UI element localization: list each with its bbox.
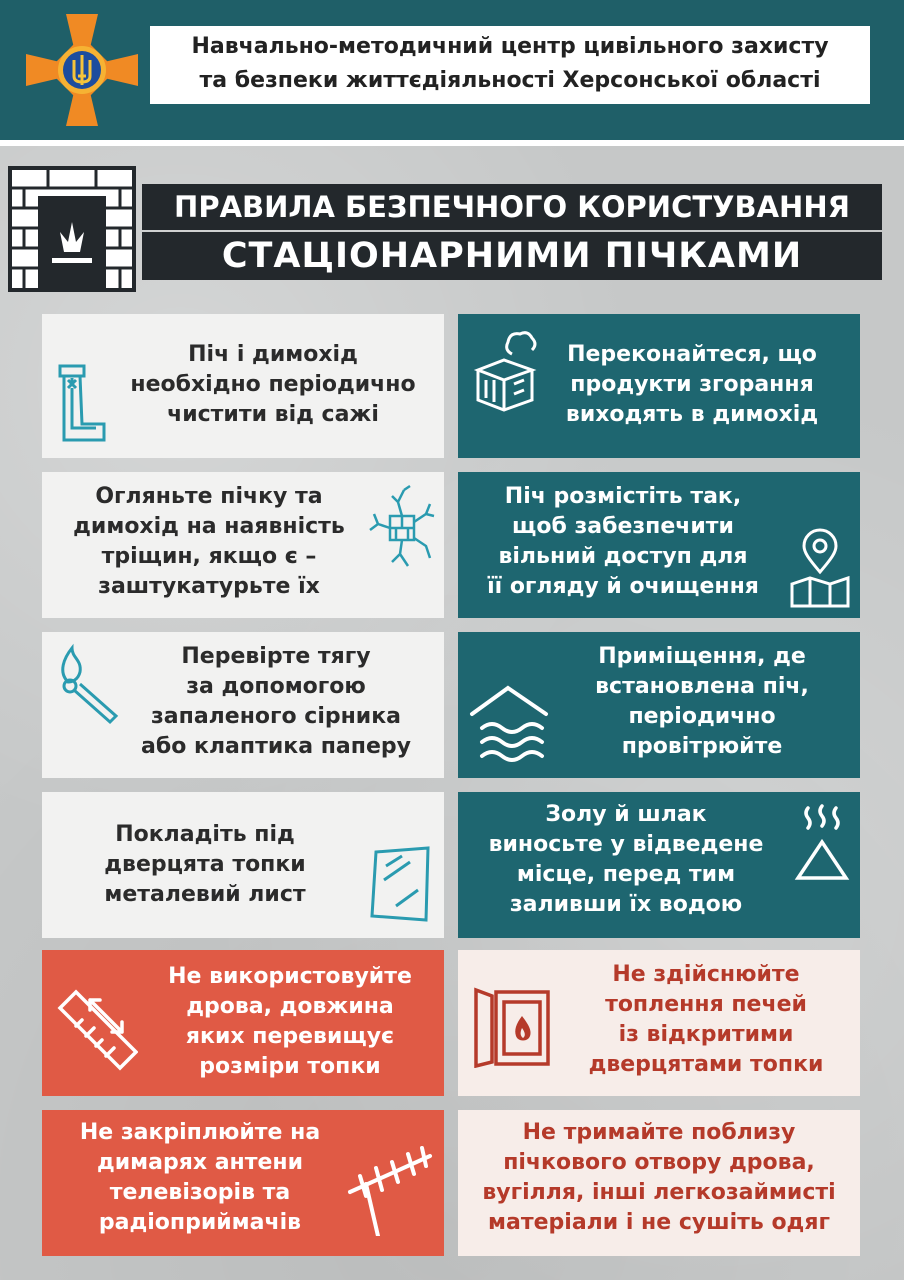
rule-text-line: встановлена піч, [595, 674, 809, 699]
rule-text-line: Не тримайте поблизу [522, 1120, 796, 1145]
rule-card [42, 472, 444, 618]
rule-text-line: Золу й шлак [545, 802, 707, 827]
rule-card [42, 1110, 444, 1256]
ash-pile-icon [792, 802, 852, 884]
fireplace-icon [8, 166, 136, 292]
rule-card [42, 314, 444, 458]
rule-card [458, 950, 860, 1096]
rule-text-line: Піч розмістіть так, [504, 484, 742, 509]
rule-text-line: топлення печей [605, 992, 807, 1017]
poster-title-line1: ПРАВИЛА БЕЗПЕЧНОГО КОРИСТУВАННЯ [142, 184, 882, 230]
rule-text-line: дрова, довжина [186, 994, 394, 1019]
rule-text-line: Покладіть під [115, 822, 295, 847]
rule-text-line: димарях антени [96, 1150, 304, 1175]
rule-text-line: із відкритими [618, 1022, 794, 1047]
measure-ruler-icon [56, 986, 138, 1072]
smoke-box-icon [468, 324, 540, 416]
rule-text-line: Не закріплюйте на [79, 1120, 321, 1145]
rule-card [42, 792, 444, 938]
rule-text-line: Огляньте пічку та [95, 484, 323, 509]
rule-text-line: телевізорів та [109, 1180, 291, 1205]
header-divider [0, 140, 904, 146]
rule-text-line: необхідно періодично [130, 372, 416, 397]
rule-text-line: дверцята топки [104, 852, 306, 877]
rule-text-line: Не здійснюйте [612, 962, 800, 987]
rule-text-line: за допомогою [186, 674, 366, 699]
rule-card [42, 632, 444, 778]
cracked-brick-icon [364, 482, 440, 574]
civil-protection-emblem-icon [22, 10, 142, 130]
rule-text-line: Приміщення, де [598, 644, 806, 669]
rule-text-line: вугілля, інші легкозаймисті [482, 1180, 836, 1205]
rule-card [458, 792, 860, 938]
rule-text-line: матеріали і не сушіть одяг [488, 1210, 830, 1235]
rule-card [458, 632, 860, 778]
rule-text-line: яких перевищує [185, 1024, 395, 1049]
rule-text-line: чистити від сажі [167, 402, 379, 427]
rule-text-line: періодично [628, 704, 776, 729]
rule-card [42, 950, 444, 1096]
rule-text-line: заливши їх водою [509, 892, 743, 917]
rule-text-line: виносьте у відведене [488, 832, 764, 857]
rule-text-line: або клаптика паперу [141, 734, 411, 759]
rule-text-line: заштукатурьте їх [98, 574, 320, 599]
rule-text-line: металевий лист [104, 882, 306, 907]
rule-text-line: Піч і димохід [188, 342, 358, 367]
burning-match-icon [50, 642, 122, 726]
rule-text-line: місце, перед тим [516, 862, 736, 887]
rule-text-line: провітрюйте [621, 734, 783, 759]
rule-text-line: пічкового отвору дрова, [503, 1150, 815, 1175]
rule-text-line: її огляду й очищення [487, 574, 759, 599]
rule-card [458, 1110, 860, 1256]
rule-text-line: дверцятами топки [588, 1052, 824, 1077]
chimney-icon [54, 362, 114, 446]
rule-text-line: Переконайтеся, що [567, 342, 817, 367]
poster-title-line2: СТАЦІОНАРНИМИ ПІЧКАМИ [142, 232, 882, 280]
open-stove-door-icon [470, 984, 552, 1068]
rule-text-line: Не використовуйте [168, 964, 412, 989]
metal-sheet-icon [366, 844, 436, 924]
tv-antenna-icon [346, 1132, 438, 1236]
organization-name-line1: Навчально-методичний центр цивільного захисту [191, 34, 829, 59]
rule-text-line: розміри топки [199, 1054, 381, 1079]
rule-card [458, 472, 860, 618]
rule-text-line: вільний доступ для [498, 544, 748, 569]
rule-text-line: тріщин, якщо є – [101, 544, 317, 569]
location-map-icon [788, 528, 852, 610]
rule-text-line: димохід на наявність [73, 514, 345, 539]
rule-text-line: продукти згорання [570, 372, 814, 397]
rule-text-line: радіоприймачів [98, 1210, 302, 1235]
organization-name [150, 30, 870, 98]
rule-text-line: виходять в димохід [565, 402, 819, 427]
rule-card [458, 314, 860, 458]
organization-name-line2: та безпеки життєдіяльності Херсонської області [199, 68, 821, 93]
rule-text-line: запаленого сірника [150, 704, 401, 729]
rule-text-line: щоб забезпечити [512, 514, 734, 539]
house-ventilation-icon [468, 682, 550, 766]
rule-text-line: Перевірте тягу [181, 644, 371, 669]
